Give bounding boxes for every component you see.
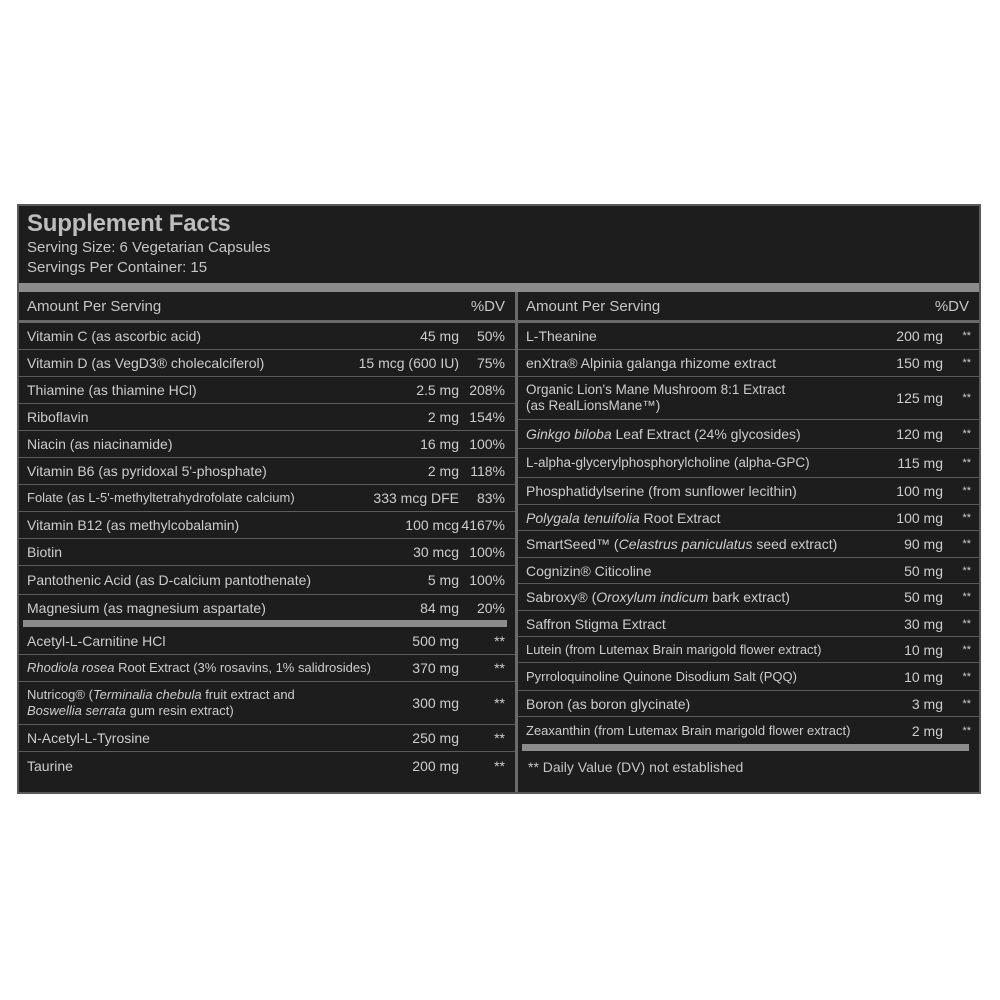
ingredient-name-italic: Celastrus paniculatus xyxy=(618,536,753,552)
table-row xyxy=(518,505,979,531)
nutrient-dv: 154% xyxy=(469,409,505,425)
ingredient-name-rest: Root Extract xyxy=(639,509,721,526)
nutrient-dv: 75% xyxy=(476,355,505,371)
ingredient-dv: ** xyxy=(962,457,971,469)
table-row xyxy=(518,531,979,558)
table-row xyxy=(518,558,979,584)
ingredient-amount: 90 mg xyxy=(904,536,943,552)
ingredient-name: Lutein (from Lutemax Brain marigold flower extract) xyxy=(526,641,822,657)
supplement-facts-panel xyxy=(17,204,981,794)
ingredient-name xyxy=(526,589,790,605)
ingredient-name: Boron (as boron glycinate) xyxy=(526,695,691,712)
ingredient-dv: ** xyxy=(962,511,971,524)
nutrient-name: Vitamin B12 (as methylcobalamin) xyxy=(27,517,240,533)
nutrient-name: Folate (as L-5'-methyltetrahydrofolate calcium) xyxy=(27,490,295,505)
serving-size: Serving Size: 6 Vegetarian Capsules xyxy=(27,239,271,256)
footnote: ** Daily Value (DV) not established xyxy=(528,759,744,775)
nutrient-dv: 83% xyxy=(476,490,505,506)
ingredient-amount: 125 mg xyxy=(896,390,943,406)
ingredient-name-post: bark extract) xyxy=(708,589,790,605)
ingredient-name: Saffron Stigma Extract xyxy=(526,615,666,632)
nutrient-amount: 15 mcg (600 IU) xyxy=(358,355,459,371)
ingredient-name: L-Theanine xyxy=(526,328,597,344)
section-divider xyxy=(23,620,507,627)
table-row xyxy=(518,420,979,449)
ingredient-name-italic: Polygala tenuifolia xyxy=(526,509,640,526)
table-row xyxy=(19,627,515,655)
ingredient-name xyxy=(27,687,357,719)
amount-per-serving-label: Amount Per Serving xyxy=(526,298,661,315)
ingredient-name xyxy=(526,382,785,414)
nutrient-dv: 100% xyxy=(469,436,505,452)
ingredient-amount: 200 mg xyxy=(412,757,459,774)
dv-label: %DV xyxy=(470,298,505,315)
ingredient-amount: 100 mg xyxy=(896,483,943,499)
ingredient-amount: 10 mg xyxy=(904,641,943,658)
ingredient-amount: 370 mg xyxy=(412,660,459,676)
nutrient-name: Vitamin C (as ascorbic acid) xyxy=(27,328,202,344)
left-column xyxy=(19,292,515,779)
ingredient-name: Zeaxanthin (from Lutemax Brain marigold flower extract) xyxy=(526,722,851,738)
nutrient-name: Pantothenic Acid (as D-calcium pantothenate) xyxy=(27,572,312,588)
table-row xyxy=(19,323,515,350)
table-row xyxy=(19,682,515,725)
ingredient-dv: ** xyxy=(962,617,971,630)
ingredient-name-pre: SmartSeed™ ( xyxy=(526,536,619,552)
ingredient-name-pre: Sabroxy® ( xyxy=(526,589,597,605)
nutrient-dv: 50% xyxy=(476,328,505,344)
ingredient-amount: 3 mg xyxy=(911,695,943,712)
ingredient-name-line2: (as RealLionsMane™) xyxy=(526,398,661,413)
nutrient-amount: 2.5 mg xyxy=(416,382,459,398)
ingredient-name-part: gum resin extract) xyxy=(126,703,234,718)
table-row xyxy=(19,377,515,404)
ingredient-name: Cognizin® Citicoline xyxy=(526,562,652,579)
ingredient-amount: 115 mg xyxy=(897,455,943,471)
nutrient-dv: 4167% xyxy=(461,517,505,533)
table-row xyxy=(19,566,515,595)
table-row xyxy=(518,691,979,717)
ingredient-amount: 200 mg xyxy=(896,328,943,344)
nutrient-name: Thiamine (as thiamine HCl) xyxy=(27,382,197,398)
nutrient-dv: 20% xyxy=(476,599,505,616)
table-row xyxy=(19,725,515,752)
ingredient-amount: 50 mg xyxy=(904,562,943,579)
ingredient-name-rest: Root Extract (3% rosavins, 1% salidrosides) xyxy=(114,660,371,675)
ingredient-name-part: Nutricog® ( xyxy=(27,687,93,702)
ingredient-amount: 150 mg xyxy=(896,355,943,371)
ingredient-dv: ** xyxy=(494,632,505,649)
ingredient-name: L-alpha-glycerylphosphorylcholine (alpha-GPC) xyxy=(526,455,810,470)
right-column xyxy=(518,292,979,775)
ingredient-name-rest: Leaf Extract (24% glycosides) xyxy=(611,426,801,442)
table-row xyxy=(19,512,515,539)
ingredient-dv: ** xyxy=(962,538,971,550)
ingredient-name xyxy=(526,536,837,552)
ingredient-amount: 50 mg xyxy=(904,589,943,605)
ingredient-amount: 10 mg xyxy=(904,668,943,685)
table-row xyxy=(518,323,979,350)
ingredient-dv: ** xyxy=(962,485,971,497)
ingredient-amount: 500 mg xyxy=(412,632,459,649)
table-row xyxy=(19,539,515,566)
nutrient-amount: 30 mcg xyxy=(413,544,459,560)
header-divider xyxy=(19,283,979,292)
ingredient-dv: ** xyxy=(962,357,971,369)
table-row xyxy=(19,485,515,512)
table-row xyxy=(518,637,979,663)
nutrient-name: Vitamin D (as VegD3® cholecalciferol) xyxy=(27,355,265,371)
ingredient-name-italic: Ginkgo biloba xyxy=(526,426,612,442)
ingredient-amount: 250 mg xyxy=(412,730,459,746)
ingredient-dv: ** xyxy=(962,564,971,577)
right-column-header xyxy=(518,292,979,323)
ingredient-dv: ** xyxy=(962,330,971,342)
table-row xyxy=(518,350,979,377)
ingredient-dv: ** xyxy=(494,660,505,676)
ingredient-name: N-Acetyl-L-Tyrosine xyxy=(27,730,150,746)
left-column-header xyxy=(19,292,515,323)
table-row xyxy=(19,595,515,620)
ingredient-name-italic: Boswellia serrata xyxy=(27,703,126,718)
nutrient-dv: 208% xyxy=(469,382,505,398)
ingredient-name-italic: Rhodiola rosea xyxy=(27,660,115,675)
ingredient-amount: 2 mg xyxy=(911,722,943,739)
ingredient-name: Pyrroloquinoline Quinone Disodium Salt (PQQ) xyxy=(526,668,797,684)
ingredient-amount: 100 mg xyxy=(896,509,943,526)
table-row xyxy=(518,478,979,505)
ingredient-dv: ** xyxy=(962,643,971,656)
table-row xyxy=(19,458,515,485)
nutrient-amount: 333 mcg DFE xyxy=(373,490,459,506)
nutrient-amount: 45 mg xyxy=(420,328,459,344)
nutrient-amount: 2 mg xyxy=(427,463,459,479)
ingredient-dv: ** xyxy=(962,697,971,710)
table-row xyxy=(518,584,979,611)
ingredient-name-line1: Organic Lion's Mane Mushroom 8:1 Extract xyxy=(526,382,786,397)
nutrient-amount: 84 mg xyxy=(420,599,459,616)
table-row xyxy=(19,350,515,377)
ingredient-name-post: seed extract) xyxy=(752,536,838,552)
nutrient-amount: 16 mg xyxy=(420,436,459,452)
ingredient-name: Acetyl-L-Carnitine HCl xyxy=(27,632,166,649)
table-row xyxy=(19,404,515,431)
nutrient-dv: 100% xyxy=(469,572,505,588)
amount-per-serving-label: Amount Per Serving xyxy=(27,298,162,315)
ingredient-dv: ** xyxy=(494,757,505,774)
ingredient-name-part: fruit extract and xyxy=(201,687,295,702)
ingredient-dv: ** xyxy=(962,724,971,737)
nutrient-dv: 100% xyxy=(469,544,505,560)
table-row xyxy=(518,377,979,420)
ingredient-name-italic: Oroxylum indicum xyxy=(596,589,709,605)
nutrient-amount: 2 mg xyxy=(427,409,459,425)
nutrient-name: Magnesium (as magnesium aspartate) xyxy=(27,599,266,616)
nutrient-name: Niacin (as niacinamide) xyxy=(27,436,173,452)
ingredient-name-italic: Terminalia chebula xyxy=(92,687,202,702)
ingredient-name xyxy=(526,426,801,442)
ingredient-amount: 300 mg xyxy=(412,695,459,711)
ingredient-amount: 120 mg xyxy=(896,426,943,442)
table-row xyxy=(19,655,515,682)
table-row xyxy=(19,752,515,779)
panel-title: Supplement Facts xyxy=(27,210,231,237)
table-row xyxy=(518,663,979,691)
ingredient-name xyxy=(526,510,721,526)
nutrient-amount: 100 mcg xyxy=(405,517,459,533)
ingredient-dv: ** xyxy=(494,730,505,746)
ingredient-amount: 30 mg xyxy=(904,615,943,632)
ingredient-name: Phosphatidylserine (from sunflower lecithin) xyxy=(526,483,797,499)
dv-label: %DV xyxy=(934,298,969,315)
nutrient-name: Riboflavin xyxy=(27,409,89,425)
ingredient-dv: ** xyxy=(962,670,971,683)
table-row xyxy=(518,449,979,478)
nutrient-name: Biotin xyxy=(27,544,63,560)
table-row xyxy=(19,431,515,458)
ingredient-name xyxy=(27,660,371,676)
nutrient-dv: 118% xyxy=(470,463,505,479)
table-row xyxy=(518,611,979,637)
ingredient-dv: ** xyxy=(962,428,971,440)
ingredient-name: Taurine xyxy=(27,757,73,774)
table-row xyxy=(518,717,979,744)
servings-per-container: Servings Per Container: 15 xyxy=(27,259,208,276)
nutrient-amount: 5 mg xyxy=(427,572,459,588)
ingredient-dv: ** xyxy=(962,392,971,404)
ingredient-dv: ** xyxy=(962,591,971,603)
nutrient-name: Vitamin B6 (as pyridoxal 5'-phosphate) xyxy=(27,463,267,479)
section-divider xyxy=(522,744,969,751)
ingredient-dv: ** xyxy=(494,695,505,711)
ingredient-name: enXtra® Alpinia galanga rhizome extract xyxy=(526,355,777,371)
